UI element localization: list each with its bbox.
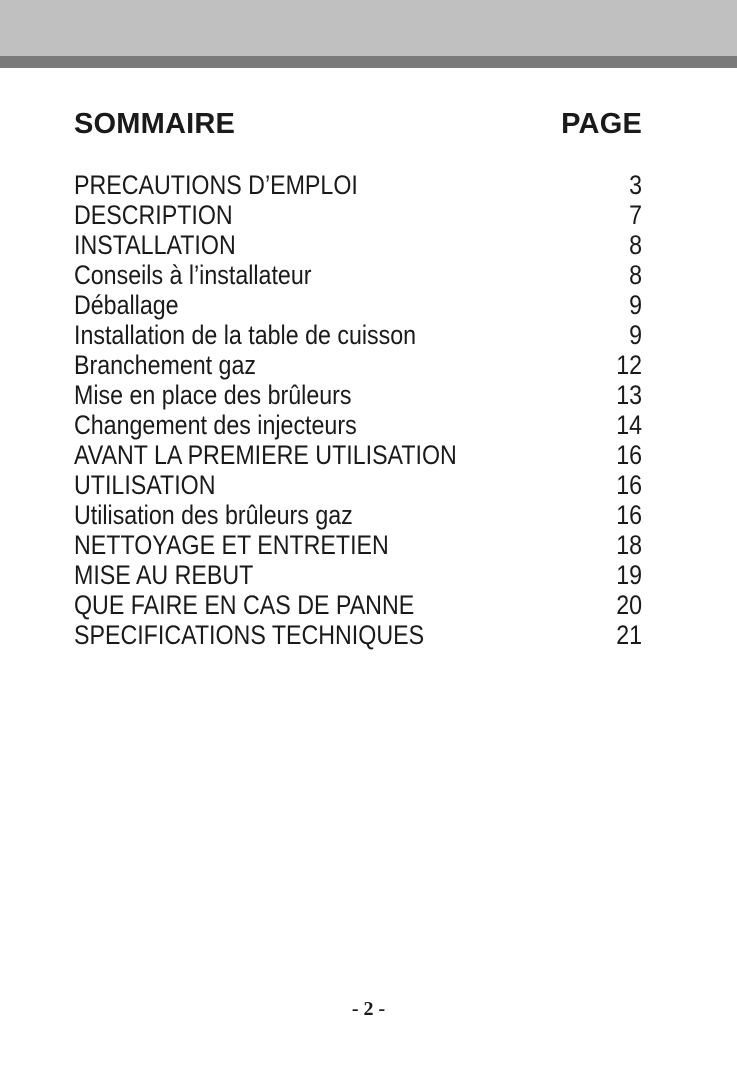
table-of-contents <box>74 108 642 650</box>
toc-heading-page: PAGE <box>561 108 642 140</box>
toc-entry <box>74 170 642 200</box>
toc-entry-title: PRECAUTIONS D’EMPLOI <box>74 170 358 200</box>
toc-entry <box>74 590 642 620</box>
toc-entry <box>74 500 642 530</box>
toc-entry-page: 20 <box>616 590 642 620</box>
toc-entry-title: Déballage <box>74 290 179 320</box>
page-number: - 2 - <box>351 998 386 1020</box>
toc-entry-title: DESCRIPTION <box>74 200 233 230</box>
toc-entry-page: 3 <box>629 170 642 200</box>
toc-entry <box>74 440 642 470</box>
toc-entry-page: 21 <box>616 620 642 650</box>
toc-entry-title: QUE FAIRE EN CAS DE PANNE <box>74 590 415 620</box>
toc-entry <box>74 560 642 590</box>
toc-entry-title: INSTALLATION <box>74 230 236 260</box>
toc-entry <box>74 230 642 260</box>
toc-list <box>74 170 642 650</box>
toc-entry-title: Utilisation des brûleurs gaz <box>74 500 353 530</box>
toc-entry-page: 14 <box>616 410 642 440</box>
toc-entry-page: 9 <box>629 320 642 350</box>
top-header-band <box>0 0 737 56</box>
toc-entry-page: 16 <box>616 440 642 470</box>
toc-entry-title: Mise en place des brûleurs <box>74 380 352 410</box>
toc-entry <box>74 410 642 440</box>
toc-heading-sommaire: SOMMAIRE <box>74 108 236 140</box>
toc-entry <box>74 320 642 350</box>
toc-entry-page: 9 <box>629 290 642 320</box>
toc-entry-title: AVANT LA PREMIERE UTILISATION <box>74 440 457 470</box>
toc-entry-page: 8 <box>629 260 642 290</box>
top-header-band-edge <box>0 56 737 68</box>
toc-entry <box>74 260 642 290</box>
toc-entry-title: Installation de la table de cuisson <box>74 320 417 350</box>
toc-entry-page: 18 <box>616 530 642 560</box>
toc-entry-title: Changement des injecteurs <box>74 410 357 440</box>
toc-entry <box>74 350 642 380</box>
toc-entry-page: 12 <box>616 350 642 380</box>
toc-entry-page: 7 <box>629 200 642 230</box>
toc-entry <box>74 380 642 410</box>
toc-entry <box>74 530 642 560</box>
toc-entry-title: NETTOYAGE ET ENTRETIEN <box>74 530 389 560</box>
toc-entry-title: Branchement gaz <box>74 350 256 380</box>
toc-entry-page: 19 <box>616 560 642 590</box>
toc-entry-page: 16 <box>616 500 642 530</box>
toc-entry-title: MISE AU REBUT <box>74 560 254 590</box>
toc-header <box>74 108 642 148</box>
toc-entry-title: SPECIFICATIONS TECHNIQUES <box>74 620 425 650</box>
toc-entry <box>74 620 642 650</box>
toc-entry-page: 8 <box>629 230 642 260</box>
toc-entry-page: 13 <box>616 380 642 410</box>
toc-entry <box>74 290 642 320</box>
toc-entry-title: UTILISATION <box>74 470 216 500</box>
toc-entry-title: Conseils à l’installateur <box>74 260 312 290</box>
toc-entry-page: 16 <box>616 470 642 500</box>
toc-entry <box>74 470 642 500</box>
toc-entry <box>74 200 642 230</box>
